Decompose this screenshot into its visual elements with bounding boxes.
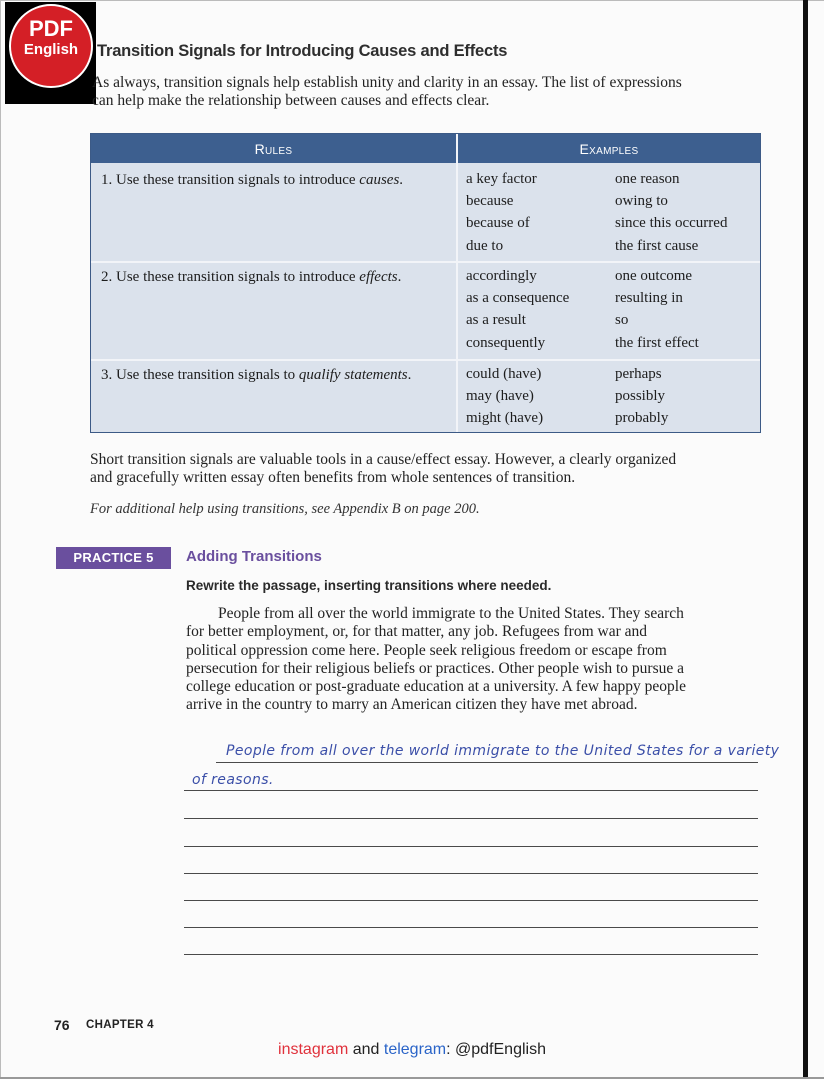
- writing-line[interactable]: [184, 900, 758, 901]
- example-item: a key factor: [466, 171, 537, 187]
- example-item: one reason: [615, 171, 680, 187]
- writing-line[interactable]: [184, 790, 758, 791]
- example-item: as a result: [466, 312, 526, 329]
- rule-2: 2. Use these transition signals to introduce effects.: [101, 269, 402, 285]
- practice-badge: PRACTICE 5: [56, 547, 171, 569]
- logo-line2: English: [23, 41, 79, 58]
- practice-instruction: Rewrite the passage, inserting transitions where needed.: [186, 578, 552, 593]
- pdf-english-logo: [5, 2, 96, 104]
- example-item: the first effect: [615, 334, 699, 351]
- body-paragraph: Short transition signals are valuable tools in a cause/effect essay. However, a clearly organized and gracefully written essay often benefits from whole sentences of transition.: [90, 451, 677, 486]
- example-item: might (have): [466, 410, 544, 427]
- page-border-right: [803, 0, 808, 1079]
- example-item: could (have): [466, 366, 542, 382]
- writing-line[interactable]: [184, 818, 758, 819]
- examples-1-col1: [466, 168, 537, 257]
- example-item: one outcome: [615, 268, 693, 284]
- writing-line[interactable]: [184, 927, 758, 928]
- social-footer: [0, 1041, 824, 1059]
- row-divider: [91, 261, 760, 263]
- footer-and: and: [352, 1041, 380, 1058]
- example-item: consequently: [466, 334, 546, 351]
- writing-line[interactable]: [216, 762, 758, 763]
- example-item: since this occurred: [615, 215, 728, 232]
- row-divider: [91, 359, 760, 361]
- appendix-note: For additional help using transitions, see Appendix B on page 200.: [90, 501, 480, 517]
- practice-passage: People from all over the world immigrate to the United States. They search for better employment, or, for that matter, any job. Refugees from war and political oppression come here. People seek religious freedom or escape from persecution for their religious beliefs or practices. Other people wish to pursue a college education or post-graduate education at a university. A few happy people arrive in the country to marry an American citizen they have met abroad.: [186, 605, 686, 714]
- examples-1-col2: [615, 168, 727, 257]
- example-item: resulting in: [615, 290, 683, 307]
- telegram-link[interactable]: telegram: [383, 1041, 447, 1058]
- writing-line[interactable]: [184, 873, 758, 874]
- writing-line[interactable]: [184, 954, 758, 955]
- section-heading: Transition Signals for Introducing Causes and Effects: [97, 42, 508, 60]
- example-item: the first cause: [615, 237, 699, 254]
- writing-line[interactable]: [184, 846, 758, 847]
- transitions-table: [90, 133, 761, 433]
- page-border-top: [0, 0, 824, 1]
- practice-title: Adding Transitions: [186, 548, 322, 565]
- page-number: 76: [54, 1017, 70, 1033]
- examples-2-col2: [615, 265, 699, 354]
- example-item: may (have): [466, 388, 534, 405]
- handwritten-answer-line1: People from all over the world immigrate to the United States for a variety: [226, 743, 780, 759]
- example-item: because of: [466, 215, 530, 232]
- page-border-left: [0, 0, 1, 1079]
- example-item: accordingly: [466, 268, 537, 284]
- example-item: probably: [615, 410, 669, 427]
- chapter-label: CHAPTER 4: [86, 1019, 154, 1031]
- instagram-link[interactable]: instagram: [278, 1041, 349, 1058]
- examples-2-col1: [466, 265, 569, 354]
- example-item: owing to: [615, 193, 668, 210]
- example-item: possibly: [615, 388, 666, 405]
- example-item: due to: [466, 237, 504, 254]
- column-divider: [456, 134, 458, 432]
- logo-circle: [9, 4, 93, 88]
- examples-3-col1: [466, 363, 543, 430]
- examples-3-col2: [615, 363, 668, 430]
- rule-1: 1. Use these transition signals to introduce causes.: [101, 172, 404, 188]
- example-item: because: [466, 193, 514, 210]
- header-rules: Rules: [254, 141, 293, 157]
- table-header: [91, 134, 760, 163]
- example-item: as a consequence: [466, 290, 570, 307]
- example-item: so: [615, 312, 629, 329]
- intro-paragraph: As always, transition signals help establish unity and clarity in an essay. The list of expressions can help make the relationship between causes and effects clear.: [92, 74, 682, 109]
- handwritten-answer-line2: of reasons.: [192, 772, 274, 788]
- footer-handle: : @pdfEnglish: [446, 1041, 546, 1058]
- logo-line1: PDF: [29, 16, 73, 41]
- header-examples: Examples: [579, 141, 639, 157]
- rule-3: 3. Use these transition signals to qualify statements.: [101, 367, 412, 383]
- example-item: perhaps: [615, 366, 662, 382]
